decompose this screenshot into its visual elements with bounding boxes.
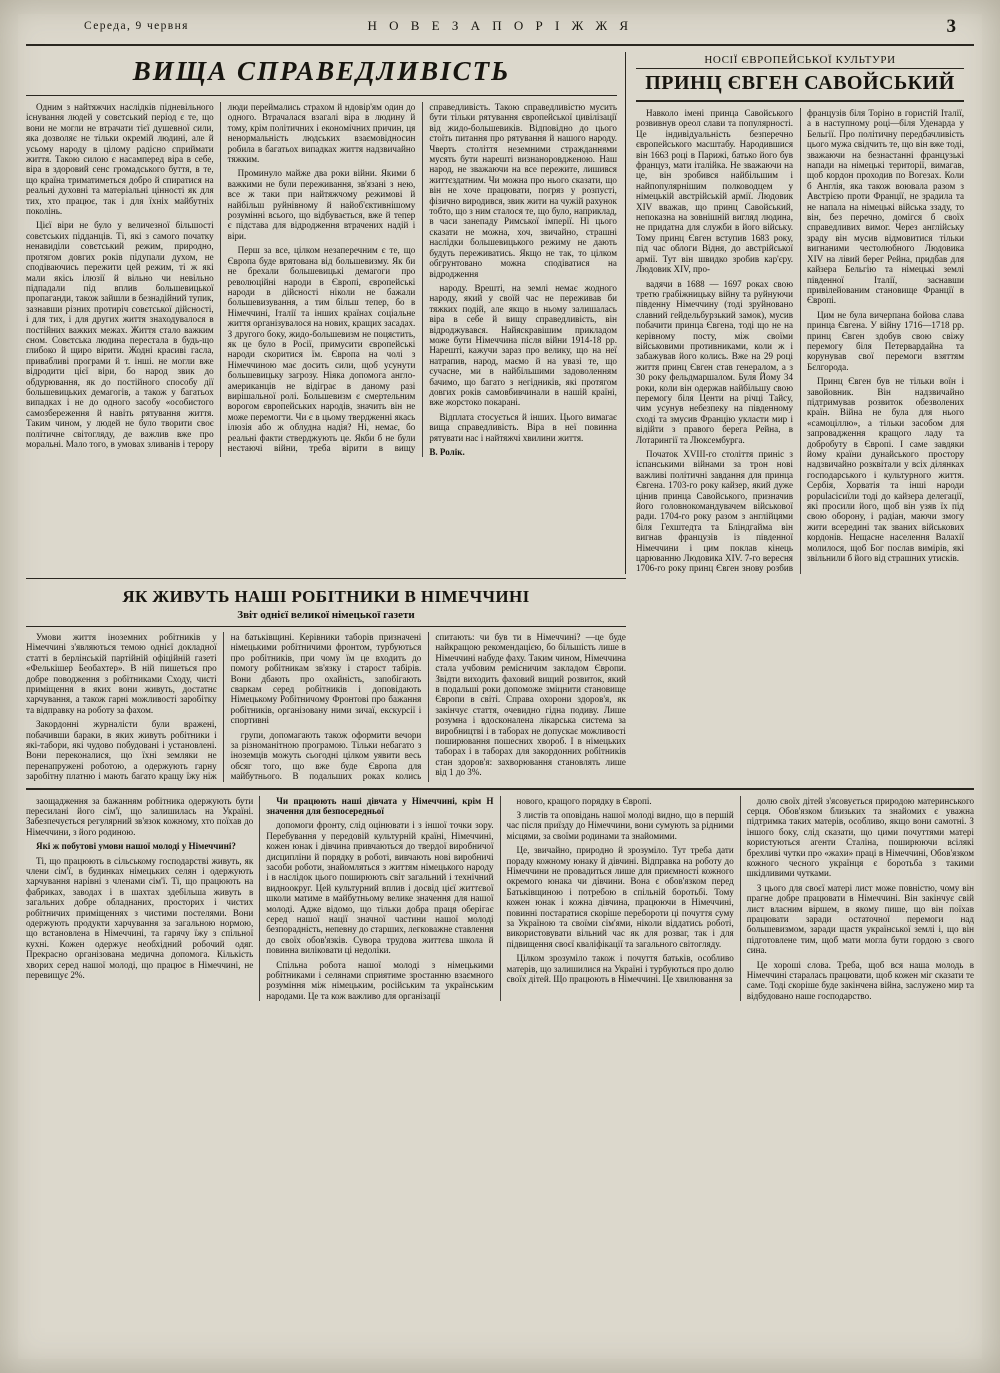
paragraph: Закордонні журналісти були вражені, побачивши бараки, в яких живуть робітники і які-табори, які чудово побудовані і установлені. Вони переконалися, що їхні земляки не перенапружені роботою, а одержують гарну заробітну платню і мають багато кращу їжу ніж на батьківщині. Керівники таборів призначені німецькими робітничими фронтом, турбуються про робітників, при чому їм це входить до помогу робітникам зв'язку і старост табірів. Вони дбають про охайність, запобігають сваркам серед робітників і доповідають Німецькому Робітничому Фронтові про бажання робітників, організовану ними зичаї, екскурсії і спортивні: [26, 631, 422, 782]
paper-sheet: [18, 14, 982, 1359]
paragraph: нового, кращого порядку в Європі.: [516, 795, 652, 806]
article-body-columns: [26, 632, 626, 782]
paragraph: заощадження за бажанням робітника одержують бути пересилані його сім'ї, що залишилась на Україні. Забезпечується регулярний зв'язок кожному, хто поїхав до Німеччини, з його родиною.: [26, 795, 254, 837]
paragraph: Цієї віри не було у величезної більшості совєтських підданців. Ті, які з самого початку ненавиділи совєтський режим, природно, протягом довгих років підупали духом, не сподіваючись пережити цей режим, ті ж які мали якісь ілюзії й вільно чи невільно підпадали під вплив большевицької пропаганди, також зайшли в безнадійний тупик, зазнавши різних протиріч совєтської дійсності, і для тих, і для других життя знаходувалося в постійних важких межах. Життя стало важким сном. Совєтська людина перестала в будь-що глибоко й щиро вірити. Жодні красиві гасла, привабливі програми й т. інші. не могли вже відродити цієї віри, бо народ звик до обдурювання, як до постійного способу дії большевицьких демагогів, а також у багатьох випадках і не до одного засобу «особистого самозбереження й навіть рятування життя. Таким чином, у людей не було творити своє політичне світогляду, де важлив вже про моральні. Мало того, в умовах зливанів і терору люди переймались страхом й ндовір'ям один до одного. Втрачалася взагалі віра в людину й тому, крім політичних і економічних причин, ця ненормальність людських взаємовідносин робила в багатьох випадках життя надзвичайно тяжким.: [26, 102, 416, 449]
article-headline: ЯК ЖИВУТЬ НАШІ РОБІТНИКИ В НІМЕЧЧИНІ: [122, 586, 530, 606]
paragraph: Проминуло майже два роки війни. Якими б важкими не були переживання, зв'язані з нею, все ж таки при найтяжчому режимові й найбільш руйнівному й найоб'єктивнішому розумінні всього, що відбувається, вже й тепер є підстава для відродження втрачених надій і віри.: [227, 168, 416, 241]
paragraph: Принц Євген був не тільки воїн і завойовник. Він надзвичайно підтримував розвиток обезволених країн. Війна не була для нього «самоціллю», а тільки засобом для запровадження кращого ладу та добробуту в Європі. І саме завдяки йому країни дунайського простору надзвичайно розквітали у всіх ділянках господарського і культурного життя. Сербія, Хорватія та інші народи populaciсиїли тоді до кайзера делегації, які просили його, щоб він узяв їх під свою оборону, і радіан, маючи змогу жити всередині так званих військових кордонів. Нещасне населення Валахії молилося, щоб Бог послав вимірів, які звільнили б його від страшних утисків.: [807, 376, 964, 564]
article-kicker: НОСІЇ ЄВРОПЕЙСЬКОЇ КУЛЬТУРИ: [704, 54, 896, 66]
headline-rule: [636, 100, 964, 102]
paragraph: Ті, що працюють в сільському господарстві живуть, як члени сім'ї, в будинках німецьких селян і одержують харчування нарівні з членами сім'ї. Ті, що працюють на фабриках, заводах і в шахтах здебільша живуть в загальних добре обладнаних, просторих і чистих робітничих приміщеннях з чистими постелями. Вони одержують продукти харчування за загальною нормою, що встановлена в Німеччині, та гарячу їжу з спільної кухні. Кожен одержує необхідний робочий одяг. Прекрасно організована медична допомога. Кількість хворих серед нашої молоді, що працює в Німеччині, не перевищує 2%.: [26, 855, 254, 981]
paragraph: Цим не була вичерпана бойова слава принца Євгена. У війну 1716—1718 рр. принц Євген здобув свою свіжу перемогу біля Петервардайна та корунував свої перемоги взяттям Бєлгорода.: [807, 309, 964, 372]
paragraph: допомоги фронту, слід оцінювати і з іншої точки зору. Перебування у передовій культурній країні, Німеччині, кожен юнак і дівчина привчаються до твердої виробничої дисципліни й порядку в роботі, вивчають нові виробничі засоби роботи, знайомляться з життям німецького народу і в наслідок цього поширюють світ загальний і технічний видноокруг. Цей культурний вплив і досвід цієї життєвої школи матиме в майбутньому велике значення для нашої молоді. Адже відомо, що тільки добра праця оберігає серед нашої нації значної частини нашої молоді безпорадність, непевну до старших, легковажне ставлення до своїх обов'язків. Сувора трудова життєва школа й повинна виліковати ці недоліки.: [266, 820, 494, 956]
paragraph: Спільна робота нашої молоді з німецькими робітниками і селянами сприятиме зростанню взаємного розуміння між німецьким, російським та українським народами. Це та кож важливо для організації: [266, 959, 494, 1001]
paragraph: Умови життя іноземних робітників у Німеччині з'являються темою однієї докладної статті в берлінській партійній офіційній газеті «Фелькішер Беобахтер». В ній пишеться про добре поводження з робітниками Сходу, чисті приміщення в яких вони живуть, достатнє харчування, а також гарні можливості заробітку та відправку на роботу за фахом.: [26, 631, 217, 715]
issue-date: Середа, 9 червня: [84, 20, 189, 32]
article-vyshcha-spravedlyvist: [26, 52, 626, 574]
headline-rule: [26, 95, 617, 96]
article-subhead: Звіт однієї великої німецької газети: [237, 608, 415, 621]
bottom-section: [26, 788, 974, 1002]
paragraph: народу. Врешті, на землі немає жодного народу, який у своїй час не переживав би тяжких подій, але якщо в ньому залишалась віра в себе й вищу справедливість, він відроджувався. Найяскравішим прикладом може бути Німеччина після війни 1914-18 рр. Нарешті, кажучи зараз про велику, що на неї натрапив, народ, маємо й на увазі те, що сучасне, ми в найбільшими задоволенням бачимо, що багато з негідників, які протягом довгих років самовбивчинали в нашій країні, вже жорстоко покарані.: [429, 282, 617, 408]
paragraph: З цього для своєї матері лист може повністю, чому він прагне добре працювати в Німеччині. Він закінчує свій лист власним віршем, в якому пише, що він поїхав працювати заради остаточної перемоги над большевизмом, заради щастя української землі і, що він підготовлене тим, щоб мати могла бути гордою з свого сина.: [746, 882, 974, 956]
masthead: [26, 14, 974, 46]
page-content: [26, 52, 974, 1001]
paragraph: долю своїх дітей з'ясовується природою материнського серця. Обов'язком близьких та знайомих є уважна підтримка таких матерів, особливо, якщо вони самотні. З іншого боку, слід сказати, що цими почуттями матері користуються агенти Сталіна, поширюючи всілякі брехливі чутки про «жахи» праці в Німеччині, Обов'язком кожного чесного українця є боротьба з такими шкідливими чутками.: [746, 795, 974, 879]
paragraph: Одним з найтяжчих наслідків підневільного існування людей у совєтський період є те, що вони не могли не втрачати тієї душевної сили, яка дозволяє не тільки окремій людині, але й усьому народу в цілому радісно сприймати життя. Такою силою є насамперед віра в себе, віра в здоровий сенс громадського буття, в те, що країна триматиметься добро й спиратися на реальні духовні та матеріальні цінності як для тих, хто працює, так і для їхніх майбутніх поколінь.: [26, 102, 214, 217]
paragraph: вадячи в 1688 — 1697 роках свою третю грабіжницьку війну та руйнуючи південну Німеччину (тоді зруйновано славний гейдельбурзький замок), мусив побачити принца Євгена, тоді що не на керівному посту, між своїми військовими противниками, коли ж і забажував його колись. Вже на 29 році життя принц Євген став генералом, а з 30 року фельдмаршалом. Буля Йому 34 роки, коли він одержав найбільшу свою перемогу біля Центи на річці Тайсу, чим усунув небезпеку на південному сході та змусив Францію укласти мир і відійти з правого берега Рейна, в Лотарингії та Люксембурга.: [636, 278, 793, 445]
bottom-body-columns: [26, 796, 974, 1002]
article-body-columns: [26, 102, 617, 457]
question: Чи працюють наші дівчата у Німеччині, крім Н значення для безпосередньої: [266, 795, 494, 816]
paragraph: Початок XVIII-го століття приніс з іспанськими війнами за трон нові важливі політичні завдання для принца Євгена. 1703-го року кайзер, який дуже цінив принца Савойського, призначив його головнокомандувачем військової ради. 1704-го року разом з англійцями біля Гехштедта та Бліндгайма він вигнав французів із південної Німеччини і цим поклав кінець царюванню Людовика XIV. 7-го вересня 1706-го року принц Євген знову розбив французів біля Торіно в гористій Італії, а в наступному році—біля Уденарда у Бельгії. Про політичну передбачливість цього мужа свідчить те, що він вже тоді, зважаючи на безнастанні французькі напади на німецькі території, вимагав, щоб кордон проходив по Вогезах. Коли б Англія, яка також воювала разом з Австрією проти Франції, не зрадила та не напала на німецькі війська ззаду, то він, без перечно, домігся б своїх справедливих вимог. Через англійську зраду він мусив відмовитися тільки вигнаними честолюбного Людовика XIV на лівий берег Рейна, придбав для кайзера Бельгію та німецькі землі південної Італії, заснавши привілейованим становище Франції в Європі.: [636, 108, 964, 574]
paragraph: Цілком зрозуміло також і почуття батьків, особливо матерів, що залишилися на Україні і турбуються про долю своїх дітей. Що працюють в Німеччині. Це хвилювання за: [506, 953, 734, 985]
newspaper-title: Н О В Е З А П О Р І Ж Ж Я: [367, 18, 633, 33]
paragraph: Це хороші слова. Треба, щоб вся наша молодь в Німеччині старалась працювати, щоб кожен міг сказати те саме. Тоді скоріше буде закінчена війна, заслужено мир та відбудовано наше господарство.: [746, 959, 974, 1001]
top-section: [26, 52, 974, 574]
article-prince-eugene: [626, 52, 964, 574]
subhead-rule: [26, 626, 626, 627]
paragraph: Це, звичайно, природно й зрозуміло. Тут треба дати пораду кожному юнаку й дівчині. Відправка на роботу до Німеччини не провадиться лише для приємності кожного окремого юнака чи дівчини. Вона є обов'язком перед Батьківщиною і потребою в спільній боротьбі. Тому кожен юнак і кожна дівчина, працюючи в Німеччині, повинні постаратися скоріше перебороти ці почуття суму за Україною та своїми сім'ями, ніколи віддатись роботі, використовувати вільний час як для розваг, так і для підвищення своєї кваліфікації та загального світогляду.: [506, 845, 734, 949]
paragraph: Навколо імені принца Савойського розвивнув ореол слави та популярності. Це індивідуальність безперечно європейського масштабу. Народившися він 1663 році в Парижі, батько його був француз, мати італійка. Не зважаючи на це, він зробився найбільшим і найпопулярнішим полководцем у німецькій австрійській армії. Людовик XIV вважав, що принц Савойський, непоказна на зовнішній вигляд людина, не придатна для служби в його війську. Тому принц Євген вступив 1683 року, під час облоги Відня, до австрійської армії. Тут він швидко зробив кар'єру. Людовик XIV, про-: [636, 108, 793, 275]
kicker-rule: [636, 68, 964, 69]
paragraph: Перш за все, цілком незаперечним є те, що Європа буде врятована від большевизму. Як би не брехали большевицькі демагоги про революційні народи в Європі, європейські народи в дійсності ніколи не бажали большевизування, а тим більш тепер, бо в Німеччині, Італії та інших країнах соціальне життя організувалося на нових, кращих засадах. З другого боку, жидо-большевизм не поцястить, як це було в Росії, примусити європейські народи скоритися їм. Європа на чолі з Німеччиною має досить сили, щоб усунути большевицьку загрозу. Ніяка допомога англо-американців не відіграє в даному разі вирішальної ролі. Большевизм є смертельним ворогом європейських народів, значить він не може перемогти. Чи є в цьому твердженні якась ілюзія або ж облудна надія? Ні, немає, бо реальні факти стверджують це. Якби б не були нестаючі війни, треба вірити в вищу справедливість. Такою справедливістю мусить бути тільки рятування європейської цивілізації від жидо-большевиків. Відповідно до цього стоїть питання про рятування й нашого народу. Чверть століття неземними стражданнями мусять бути нарешті визнаноровдженою. Наш народ, не зважаючи на все пережите, лишився життєздатним. Чи можна про нього сказати, що він не хоче працювати, погряз у розпусті, фізично виродився, звик жити на чужій рахунок тобто, що з ним сталося те, що було, наприклад, в часи занепаду Римської імперії. Ні цього сказати не можна, хоч, звичайно, страшні наслідки большевицького режиму не дають будуть переживатись. Якщо не так, то цілком обгрунтовано можна сподіватися на відродження: [227, 102, 617, 453]
article-workers-germany: [26, 578, 626, 782]
paragraph: групи, допомагають також оформити вечори за різноманітною програмою. Тільки небагато з іноземців можуть сьогодні цілком уявити весь обсяг того, що вже буде Європа для майбутнього. В подальших роках колись спитають: чи був ти в Німеччині? —це буде найкращою рекомендацією, бо більшість лише в Німеччині набуде фаху. Таким чином, Німеччина стала учбовим ремісничим закладом Європи. Звідти виходить фаховий вищий розвиток, який в подальші роки допоможе зміцнити становище Європи в світі. Справа охорони здоров'я, як закінчує стаття, очевидно гідна подиву. Лише розумна і вдосконалена лікарська система за виробництві і в таборах не допускає можливості поширювання пошесних хвороб. І в німецьких таборах і в таборах для закордонних робітників стан здоров'я: захворювання становлять лише від 1 до 3%.: [230, 631, 626, 782]
page-number: 3: [946, 16, 956, 37]
question: Які ж побутові умови нашої молоді у Німеччині?: [36, 841, 236, 852]
article-body-columns: [636, 108, 964, 574]
article-headline: ПРИНЦ ЄВГЕН САВОЙСЬКИЙ: [645, 72, 955, 94]
article-signature: В. Ролік.: [429, 447, 465, 457]
article-headline: ВИЩА СПРАВЕДЛИВІСТЬ: [132, 56, 511, 86]
paragraph: З листів та оповідань нашої молоді видно, що в першій час після приїзду до Німеччини, вони сумують за рідними місцями, за своїми родинами та знайомими.: [506, 809, 734, 841]
paragraph: Відплата стосується й інших. Цього вимагає вища справедливість. Віра в неї повинна рятувати нас і найтяжчі хвилини життя.: [429, 411, 617, 443]
